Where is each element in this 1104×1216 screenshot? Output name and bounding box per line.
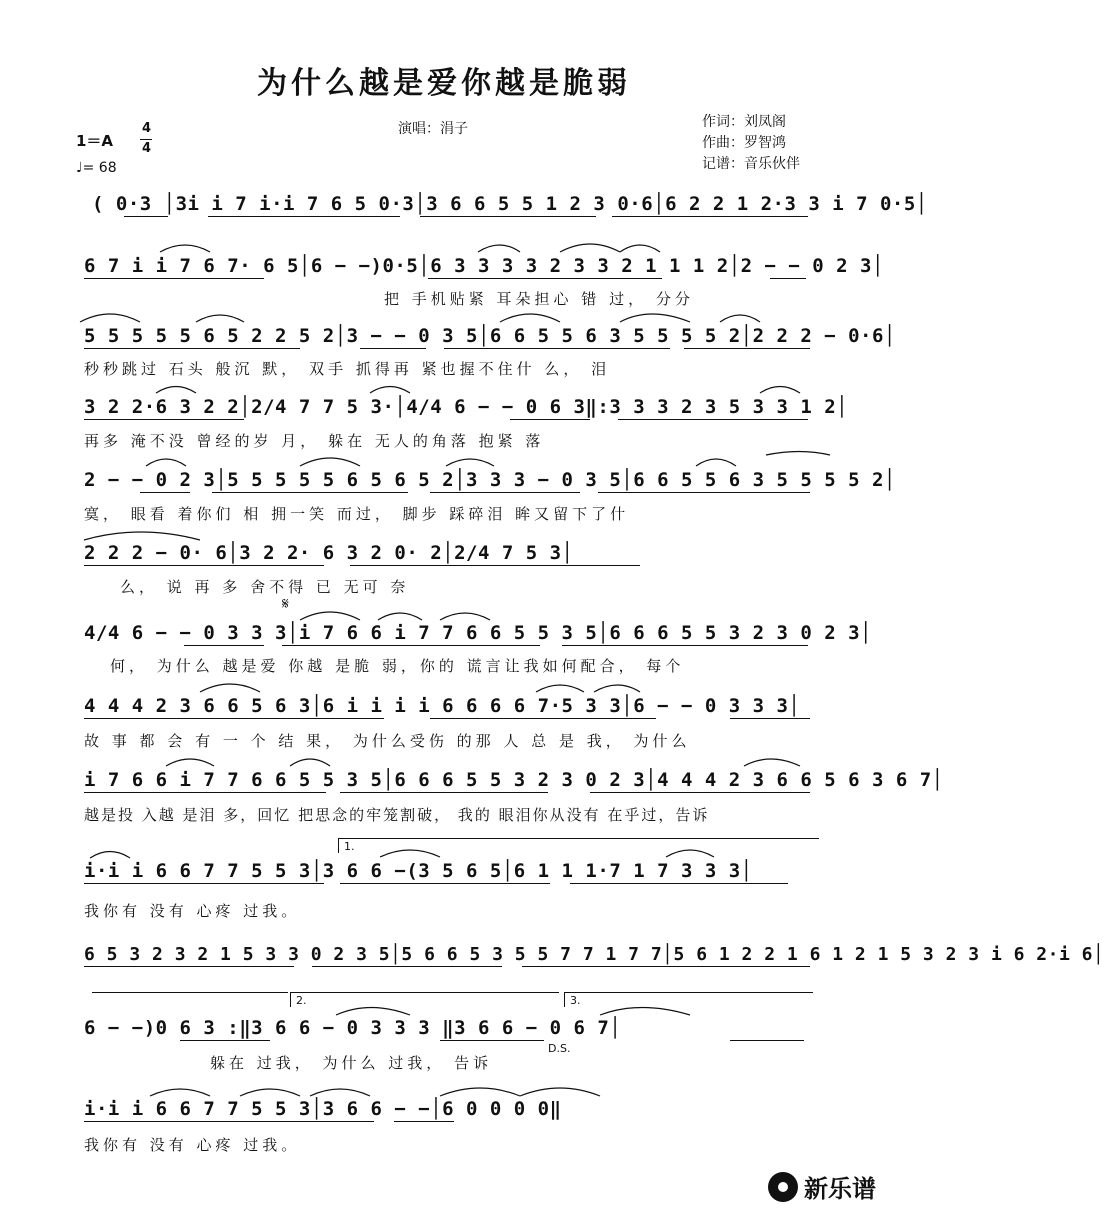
lyrics-row-13: 我你有 没有 心疼 过我。 (84, 1136, 301, 1154)
lyrics-row-7: 何， 为什么 越是爱 你越 是脆 弱，你的 谎言让我如何配合， 每个 (110, 657, 685, 675)
lyrics-row-8: 故 事 都 会 有 一 个 结 果， 为什么受伤 的那 人 总 是 我， 为什么 (84, 732, 691, 750)
lyrics-row-5: 寞， 眼看 着你们 相 拥一笑 而过， 脚步 踩碎泪 眸又留下了什 (84, 505, 630, 523)
lyrics-row-9: 越是投 入越 是泪 多，回忆 把思念的牢笼割破， 我的 眼泪你从没有 在乎过，告诉 (84, 806, 710, 824)
lyrics-row-6: 么， 说 再 多 舍不得 已 无可 奈 (120, 578, 410, 596)
lyrics-row-10: 我你有 没有 心疼 过我。 (84, 902, 301, 920)
notation-row-12: 6 − −)0 6 3 :‖3 6 6 − 0 3 3 3 ‖3 6 6 − 0 6 7│ (84, 1017, 622, 1039)
logo-text: 新乐谱 (804, 1175, 876, 1203)
song-title: 为什么越是爱你越是脆弱 (257, 66, 631, 101)
notation-row-4: 3 2 2·6 3 2 2│2/4 7 7 5 3·│4/4 6 − − 0 6 3‖:3 3 3 2 3 5 3 3 1 2│ (84, 396, 849, 418)
notation-row-5: 2 − − 0 2 3│5 5 5 5 5 6 5 6 5 2│3 3 3 − 0 3 5│6 6 5 5 6 3 5 5 5 5 2│ (84, 469, 896, 491)
notation-row-13: i·i i 6 6 7 7 5 5 3│3 6 6 − −│6 0 0 0 0‖ (84, 1098, 562, 1120)
notation-row-9: i 7 6 6 i 7 7 6 6 5 5 3 5│6 6 6 5 5 3 2 3 0 2 3│4 4 4 2 3 6 6 5 6 3 6 7│ (84, 769, 944, 791)
notation-row-6: 2 2 2 − 0· 6│3 2 2· 6 3 2 0· 2│2/4 7 5 3│ (84, 542, 574, 564)
notation-row-11: 6 5 3 2 3 2 1 5 3 3 0 2 3 5│5 6 6 5 3 5 5 7 7 1 7 7│5 6 1 2 2 1 6 1 2 1 5 3 2 3 i 6 2·i 6│ (84, 944, 1104, 965)
volta-3-label: 3. (570, 994, 581, 1007)
lyricist-credit: 作词：刘凤阁 (702, 114, 786, 130)
notation-row-3: 5 5 5 5 5 6 5 2 2 5 2│3 − − 0 3 5│6 6 5 5 6 3 5 5 5 5 2│2 2 2 − 0·6│ (84, 325, 896, 347)
dal-segno-mark: D.S. (548, 1042, 571, 1055)
notation-row-8: 4 4 4 2 3 6 6 5 6 3│6 i i i i 6 6 6 6 7·5 3 3│6 − − 0 3 3 3│ (84, 695, 801, 717)
key-signature: 1＝A (76, 132, 114, 150)
lyrics-row-4: 再多 淹不没 曾经的岁 月， 躲在 无人的角落 抱紧 落 (84, 432, 545, 450)
vinyl-record-icon (768, 1172, 798, 1202)
singer-credit: 演唱：涓子 (398, 121, 468, 137)
volta-2-label: 2. (296, 994, 307, 1007)
site-logo[interactable] (768, 1169, 876, 1204)
composer-credit: 作曲：罗智鸿 (702, 135, 786, 151)
notation-row-2: 6 7 i i 7 6 7· 6 5│6 − −)0·5│6 3 3 3 3 2 3 3 2 1 1 1 2│2 − − 0 2 3│ (84, 255, 884, 277)
time-signature-bottom: 4 (142, 141, 152, 156)
notation-row-10: i·i i 6 6 7 7 5 5 3│3 6 6 −(3 5 6 5│6 1 1 1·7 1 7 3 3 3│ (84, 860, 753, 882)
volta-1-label: 1. (344, 840, 355, 853)
lyrics-row-2: 把 手机贴紧 耳朵担心 错 过， 分分 (384, 290, 694, 308)
segno-sign: 𝄋 (282, 594, 289, 613)
transcriber-credit: 记谱：音乐伙伴 (702, 156, 800, 172)
tempo-marking: ♩= 68 (76, 160, 117, 176)
time-signature-top: 4 (142, 121, 152, 136)
notation-row-1: ( 0·3 │3i i 7 i·i 7 6 5 0·3│3 6 6 5 5 1 2 3 0·6│6 2 2 1 2·3 3 i 7 0·5│ (92, 193, 928, 215)
notation-row-7: 4/4 6 − − 0 3 3 3│i 7 6 6 i 7 7 6 6 5 5 3 5│6 6 6 5 5 3 2 3 0 2 3│ (84, 622, 872, 644)
lyrics-row-3: 秒秒跳过 石头 般沉 默， 双手 抓得再 紧也握不住什 么， 泪 (84, 360, 611, 378)
lyrics-row-12: 躲在 过我， 为什么 过我， 告诉 (210, 1054, 493, 1072)
